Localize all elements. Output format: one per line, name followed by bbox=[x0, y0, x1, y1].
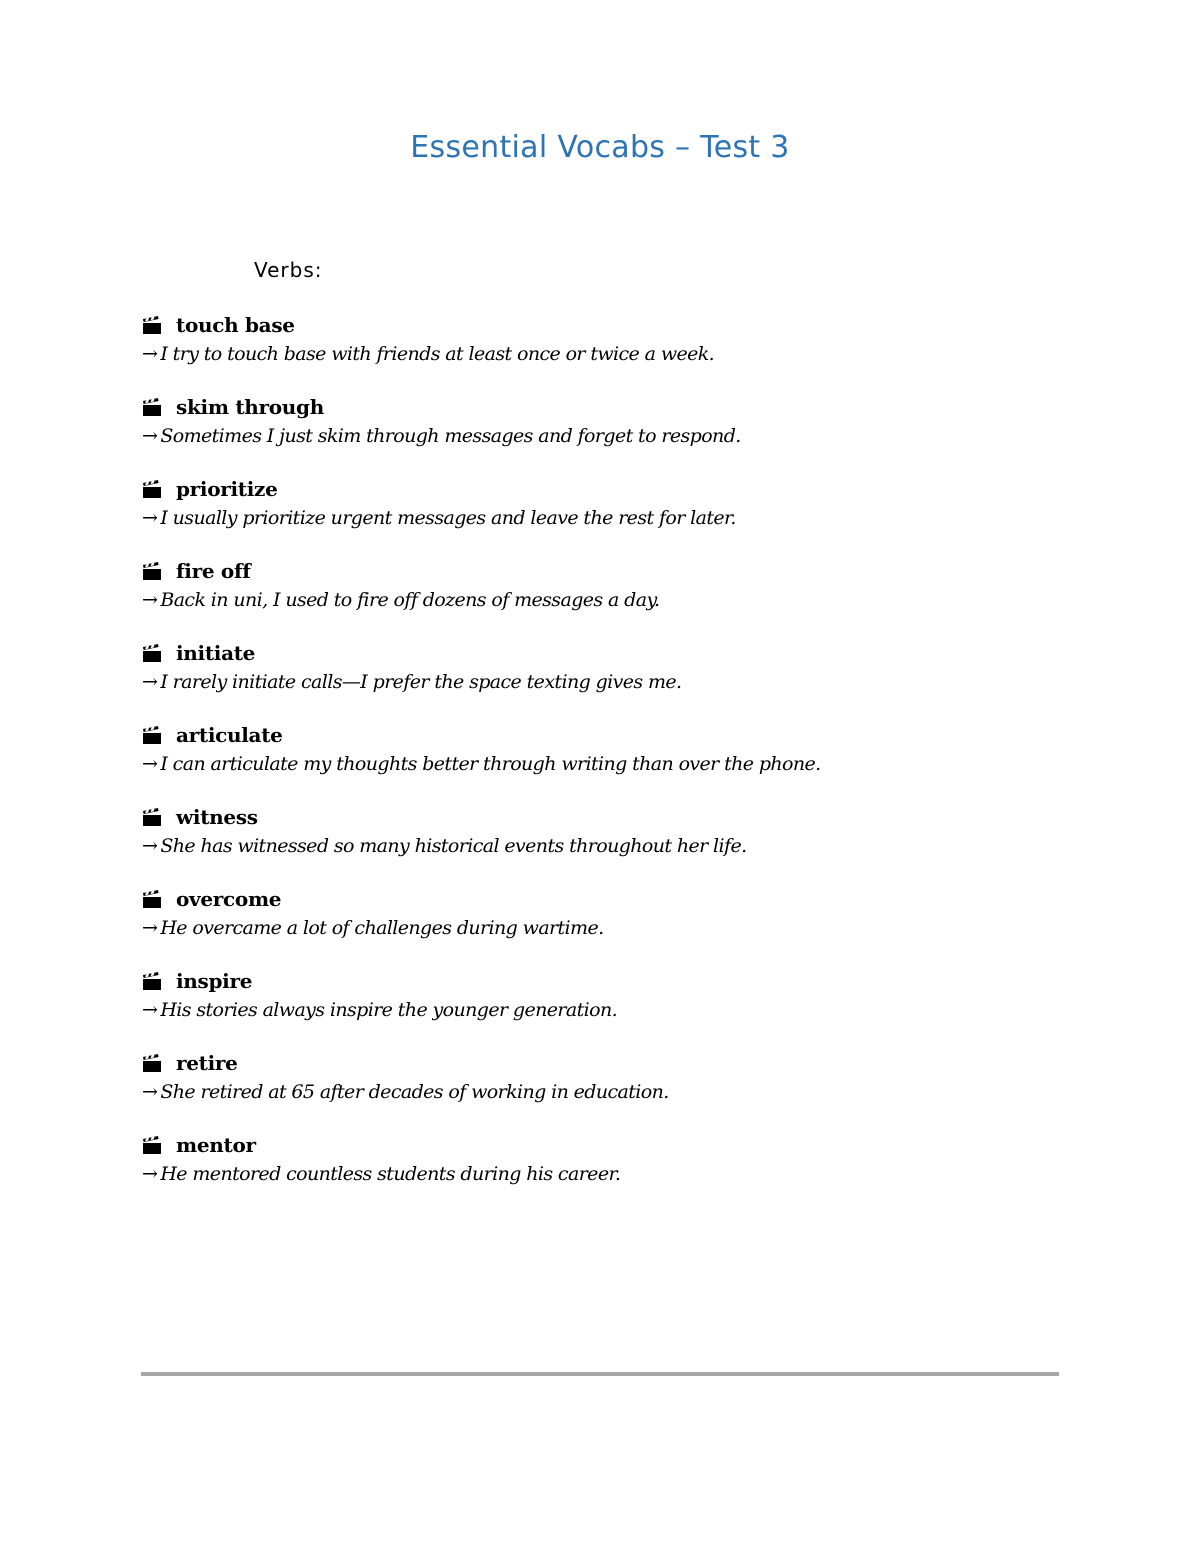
list-item bbox=[142, 392, 1062, 474]
vocab-term: mentor bbox=[176, 1133, 256, 1157]
list-item bbox=[142, 556, 1062, 638]
clapperboard-icon bbox=[142, 643, 162, 663]
arrow-symbol: → bbox=[142, 999, 158, 1021]
term-line bbox=[142, 966, 1062, 996]
list-item bbox=[142, 1130, 1062, 1212]
example-sentence: I rarely initiate calls—I prefer the space texting gives me. bbox=[160, 671, 682, 693]
vocab-term: retire bbox=[176, 1051, 238, 1075]
vocab-term: witness bbox=[176, 805, 258, 829]
list-item bbox=[142, 720, 1062, 802]
list-item bbox=[142, 884, 1062, 966]
section-heading-verbs: Verbs: bbox=[254, 258, 323, 282]
arrow-symbol: → bbox=[142, 343, 158, 365]
example-sentence: Back in uni, I used to fire off dozens of messages a day. bbox=[160, 589, 660, 611]
list-item bbox=[142, 638, 1062, 720]
list-item bbox=[142, 310, 1062, 392]
vocab-term: touch base bbox=[176, 313, 295, 337]
list-item bbox=[142, 802, 1062, 884]
term-line bbox=[142, 638, 1062, 668]
term-line bbox=[142, 884, 1062, 914]
clapperboard-icon bbox=[142, 807, 162, 827]
term-line bbox=[142, 802, 1062, 832]
example-sentence: Sometimes I just skim through messages and forget to respond. bbox=[160, 425, 741, 447]
arrow-symbol: → bbox=[142, 1081, 158, 1103]
arrow-symbol: → bbox=[142, 671, 158, 693]
vocab-term: skim through bbox=[176, 395, 324, 419]
clapperboard-icon bbox=[142, 561, 162, 581]
list-item bbox=[142, 474, 1062, 556]
example-line bbox=[142, 586, 1062, 614]
clapperboard-icon bbox=[142, 315, 162, 335]
vocab-term: overcome bbox=[176, 887, 282, 911]
example-line bbox=[142, 832, 1062, 860]
example-line bbox=[142, 340, 1062, 368]
term-line bbox=[142, 556, 1062, 586]
clapperboard-icon bbox=[142, 889, 162, 909]
arrow-symbol: → bbox=[142, 589, 158, 611]
example-sentence: He mentored countless students during his career. bbox=[160, 1163, 621, 1185]
page-title: Essential Vocabs – Test 3 bbox=[410, 130, 790, 165]
example-line bbox=[142, 1160, 1062, 1188]
vocab-term: initiate bbox=[176, 641, 256, 665]
example-line bbox=[142, 750, 1062, 778]
list-item bbox=[142, 1048, 1062, 1130]
vocab-term: fire off bbox=[176, 559, 251, 583]
example-sentence: He overcame a lot of challenges during wartime. bbox=[160, 917, 604, 939]
arrow-symbol: → bbox=[142, 507, 158, 529]
example-line bbox=[142, 504, 1062, 532]
clapperboard-icon bbox=[142, 1053, 162, 1073]
example-line bbox=[142, 996, 1062, 1024]
arrow-symbol: → bbox=[142, 753, 158, 775]
example-sentence: I can articulate my thoughts better through writing than over the phone. bbox=[160, 753, 821, 775]
example-sentence: I try to touch base with friends at least once or twice a week. bbox=[160, 343, 715, 365]
vocab-list bbox=[142, 310, 1062, 1212]
example-line bbox=[142, 1078, 1062, 1106]
example-line bbox=[142, 422, 1062, 450]
example-line bbox=[142, 914, 1062, 942]
example-sentence: I usually prioritize urgent messages and leave the rest for later. bbox=[160, 507, 736, 529]
example-line bbox=[142, 668, 1062, 696]
term-line bbox=[142, 720, 1062, 750]
example-sentence: She has witnessed so many historical events throughout her life. bbox=[160, 835, 747, 857]
list-item bbox=[142, 966, 1062, 1048]
clapperboard-icon bbox=[142, 1135, 162, 1155]
clapperboard-icon bbox=[142, 971, 162, 991]
term-line bbox=[142, 310, 1062, 340]
vocab-term: prioritize bbox=[176, 477, 278, 501]
arrow-symbol: → bbox=[142, 917, 158, 939]
vocab-term: inspire bbox=[176, 969, 253, 993]
footer-divider bbox=[141, 1372, 1059, 1376]
arrow-symbol: → bbox=[142, 1163, 158, 1185]
term-line bbox=[142, 1048, 1062, 1078]
term-line bbox=[142, 1130, 1062, 1160]
clapperboard-icon bbox=[142, 479, 162, 499]
arrow-symbol: → bbox=[142, 835, 158, 857]
example-sentence: She retired at 65 after decades of working in education. bbox=[160, 1081, 669, 1103]
arrow-symbol: → bbox=[142, 425, 158, 447]
vocab-term: articulate bbox=[176, 723, 283, 747]
term-line bbox=[142, 392, 1062, 422]
example-sentence: His stories always inspire the younger generation. bbox=[160, 999, 618, 1021]
term-line bbox=[142, 474, 1062, 504]
clapperboard-icon bbox=[142, 725, 162, 745]
clapperboard-icon bbox=[142, 397, 162, 417]
